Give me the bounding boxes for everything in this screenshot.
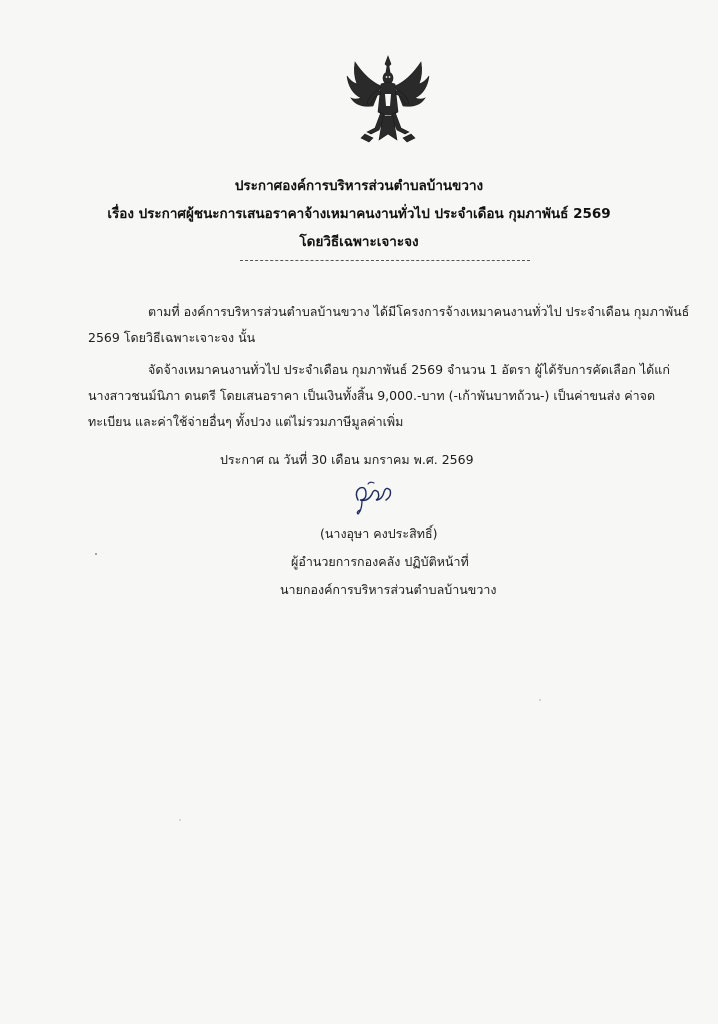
title-divider xyxy=(240,260,530,261)
signatory-name: (นางอุษา คงประสิทธิ์) xyxy=(320,526,438,541)
signatory-acting-position: นายกองค์การบริหารส่วนตำบลบ้านขวาง xyxy=(280,582,497,597)
paragraph2-line3: ทะเบียน และค่าใช้จ่ายอื่นๆ ทั้งปวง แต่ไม่รวมภาษีมูลค่าเพิ่ม xyxy=(88,414,404,429)
paragraph1-line2: 2569 โดยวิธีเฉพาะเจาะจง นั้น xyxy=(88,330,256,345)
signatory-position: ผู้อำนวยการกองคลัง ปฏิบัติหน้าที่ xyxy=(291,554,469,569)
handwritten-signature-icon xyxy=(348,478,396,516)
paragraph1-line1: ตามที่ องค์การบริหารส่วนตำบลบ้านขวาง ได้มีโครงการจ้างเหมาคนงานทั่วไป ประจำเดือน กุมภาพันธ์ xyxy=(148,304,690,319)
garuda-emblem-icon xyxy=(343,54,433,146)
paragraph2-line1: จัดจ้างเหมาคนงานทั่วไป ประจำเดือน กุมภาพันธ์ 2569 จำนวน 1 อัตรา ผู้ได้รับการคัดเลือก ได้แก่ xyxy=(148,362,670,377)
announcement-date: ประกาศ ณ วันที่ 30 เดือน มกราคม พ.ศ. 2569 xyxy=(220,452,474,467)
paragraph2-line2: นางสาวชนม์นิภา ดนตรี โดยเสนอราคา เป็นเงินทั้งสิ้น 9,000.-บาท (-เก้าพันบาทถ้วน-) เป็นค่าขนส่ง ค่าจด xyxy=(88,388,656,403)
document-subject-line: เรื่อง ประกาศผู้ชนะการเสนอราคาจ้างเหมาคนงานทั่วไป ประจำเดือน กุมภาพันธ์ 2569 xyxy=(107,206,611,222)
document-title-line1: ประกาศองค์การบริหารส่วนตำบลบ้านขวาง xyxy=(234,178,484,194)
document-method-line: โดยวิธีเฉพาะเจาะจง xyxy=(299,234,419,250)
